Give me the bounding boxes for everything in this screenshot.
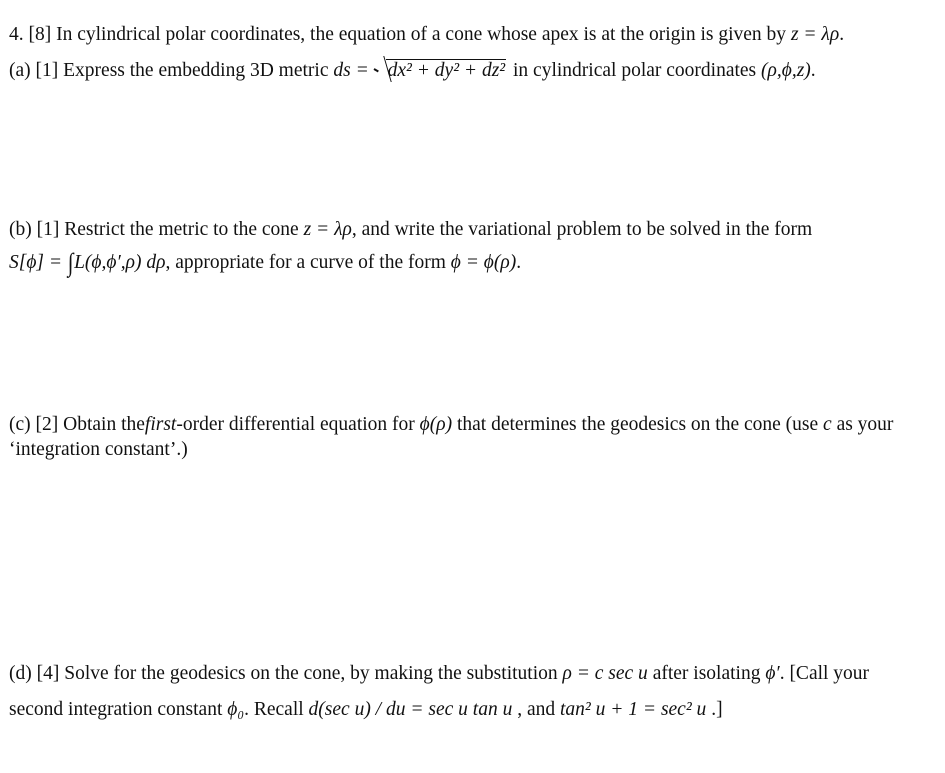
part-d-text-6: , and bbox=[517, 699, 556, 720]
part-d-text-5: . Recall bbox=[244, 699, 304, 720]
part-d-line-2 bbox=[9, 698, 723, 722]
constant-c: c bbox=[823, 414, 832, 435]
part-d-text-2: after isolating bbox=[652, 663, 761, 684]
part-a-text-2: in cylindrical polar coordinates bbox=[513, 60, 757, 81]
part-a-label: (a) [1] bbox=[9, 60, 59, 81]
trig-identity: tan² u + 1 = sec² u bbox=[559, 699, 707, 720]
part-b bbox=[9, 218, 812, 242]
part-c-text: Obtain the bbox=[63, 414, 145, 435]
part-d bbox=[9, 662, 869, 686]
part-c bbox=[9, 413, 893, 437]
curve-form: ϕ = ϕ(ρ) bbox=[450, 252, 517, 273]
sqrt-symbol bbox=[374, 59, 507, 83]
period: . bbox=[839, 24, 845, 45]
cone-equation: z = λρ bbox=[303, 219, 352, 240]
question-4-header bbox=[9, 23, 844, 47]
part-b-text-3: , appropriate for a curve of the form bbox=[165, 252, 446, 273]
derivative-identity: d(sec u) / du = sec u tan u bbox=[308, 699, 513, 720]
part-b-line-2 bbox=[9, 248, 522, 277]
part-b-text-2: , and write the variational problem to be solved in the form bbox=[351, 219, 813, 240]
metric-lhs: ds = bbox=[333, 60, 369, 81]
phi-of-rho: ϕ(ρ) bbox=[419, 414, 453, 435]
integral-sign: ∫ bbox=[67, 248, 74, 277]
integrand: L(ϕ,ϕ′,ρ) dρ bbox=[74, 252, 166, 273]
functional-lhs: S[ϕ] = bbox=[9, 252, 63, 273]
part-c-text-3: that determines the geodesics on the cone (use bbox=[456, 414, 819, 435]
phi-prime: ϕ′ bbox=[765, 663, 780, 684]
substitution: ρ = c sec u bbox=[562, 663, 648, 684]
part-c-text-2: -order differential equation for bbox=[176, 414, 415, 435]
part-b-label: (b) [1] bbox=[9, 219, 60, 240]
metric-radicand: dx² + dy² + dz² bbox=[387, 60, 506, 81]
part-d-text-4: second integration constant bbox=[9, 699, 223, 720]
phi-zero: ϕ₀ bbox=[227, 699, 245, 720]
period: . bbox=[516, 252, 522, 273]
part-a bbox=[9, 59, 816, 83]
emphasis-first: first bbox=[144, 414, 177, 435]
part-c-text-5: ‘integration constant’.) bbox=[9, 439, 188, 460]
part-d-text: Solve for the geodesics on the cone, by making the substitution bbox=[64, 663, 558, 684]
part-d-text-3: . [Call your bbox=[779, 663, 870, 684]
part-d-text-7: .] bbox=[711, 699, 723, 720]
part-c-line-2 bbox=[9, 438, 188, 462]
period: . bbox=[810, 60, 816, 81]
part-d-label: (d) [4] bbox=[9, 663, 60, 684]
cone-equation: z = λρ bbox=[790, 24, 840, 45]
part-c-text-4: as your bbox=[836, 414, 894, 435]
part-c-label: (c) [2] bbox=[9, 414, 59, 435]
part-b-text: Restrict the metric to the cone bbox=[64, 219, 299, 240]
question-4-text: 4. [8] In cylindrical polar coordinates, the equation of a cone whose apex is at the origin is given by bbox=[9, 24, 787, 45]
polar-coordinates: (ρ,ϕ,z) bbox=[761, 60, 811, 81]
part-a-text: Express the embedding 3D metric bbox=[63, 60, 329, 81]
